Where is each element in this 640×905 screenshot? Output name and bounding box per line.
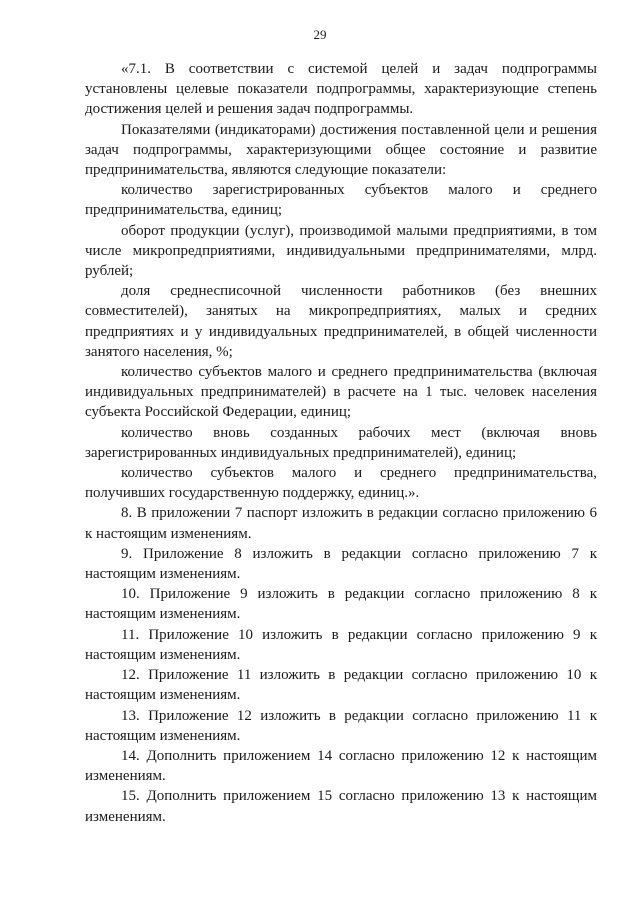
item-14: 14. Дополнить приложением 14 согласно приложению 12 к настоящим изменениям. — [85, 747, 597, 785]
item-9: 9. Приложение 8 изложить в редакции согласно приложению 7 к настоящим изменениям. — [85, 545, 597, 583]
page-number: 29 — [313, 27, 327, 42]
paragraph-indicators-intro: Показателями (индикаторами) достижения поставленной цели и решения задач подпрограммы, характеризующими общее состояние и развитие предпринимательства, являются следующие показатели: — [85, 121, 597, 179]
indicator-registered-smes: количество зарегистрированных субъектов малого и среднего предпринимательства, единиц; — [85, 182, 597, 219]
item-10: 10. Приложение 9 изложить в редакции согласно приложению 8 к настоящим изменениям. — [85, 586, 597, 623]
indicator-employment-share: доля среднесписочной численности работников (без внешних совместителей), занятых на микропредприятиях, малых и средних предприятиях и у индивидуальных предпринимателей, в общей численности занятого населения, %; — [85, 283, 597, 360]
item-15: 15. Дополнить приложением 15 согласно приложению 13 к настоящим изменениям. — [85, 788, 597, 825]
paragraph-section-7-1: «7.1. В соответствии с системой целей и задач подпрограммы установлены целевые показатели подпрограммы, характеризующие степень достижения целей и решения задач подпрограммы. — [85, 61, 597, 118]
indicator-new-jobs: количество вновь созданных рабочих мест (включая вновь зарегистрированных индивидуальных предпринимателей), единиц; — [85, 424, 597, 461]
item-12: 12. Приложение 11 изложить в редакции согласно приложению 10 к настоящим изменениям. — [85, 667, 597, 704]
indicator-turnover: оборот продукции (услуг), производимой малыми предприятиями, в том числе микропредприятиями, индивидуальными предпринимателями, млрд. рублей; — [85, 222, 597, 280]
indicator-supported-smes: количество субъектов малого и среднего предпринимательства, получивших государственную поддержку, единиц.». — [85, 465, 597, 502]
indicator-smes-per-thousand: количество субъектов малого и среднего предпринимательства (включая индивидуальных предпринимателей) в расчете на 1 тыс. человек населения субъекта Российской Федерации, единиц; — [85, 364, 597, 421]
item-13: 13. Приложение 12 изложить в редакции согласно приложению 11 к настоящим изменениям. — [85, 707, 597, 744]
item-11: 11. Приложение 10 изложить в редакции согласно приложению 9 к настоящим изменениям. — [85, 626, 597, 663]
document-body — [85, 59, 597, 827]
item-8: 8. В приложении 7 паспорт изложить в редакции согласно приложению 6 к настоящим изменениям. — [85, 505, 597, 542]
